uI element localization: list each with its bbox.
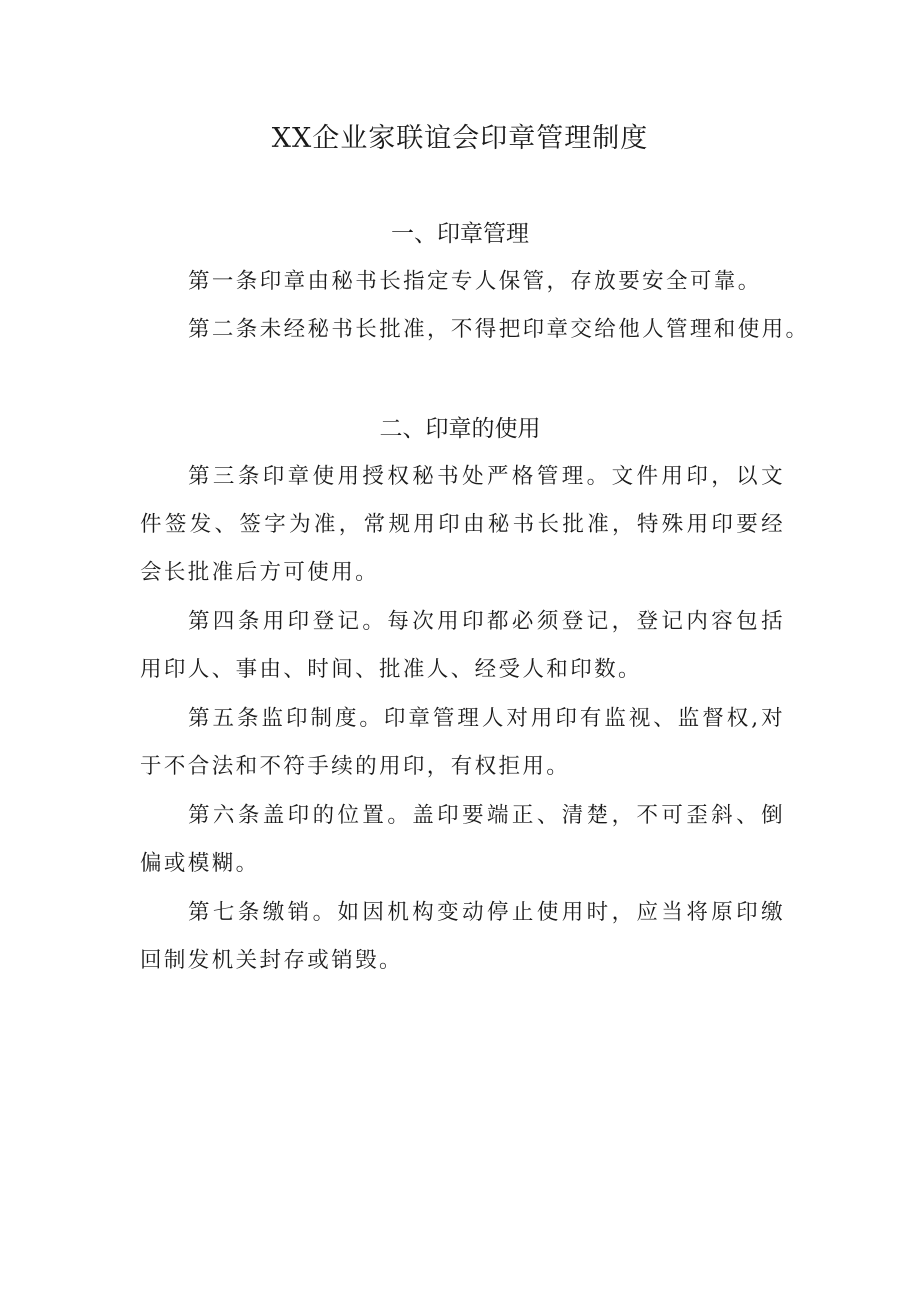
paragraph-article-3: 第三条印章使用授权秘书处严格管理。文件用印，以文件签发、签字为准，常规用印由秘书长批准，特殊用印要经会长批准后方可使用。 — [140, 464, 785, 585]
paragraph-article-1: 第一条印章由秘书长指定专人保管，存放要安全可靠。 — [188, 269, 762, 294]
paragraph-article-7: 第七条缴销。如因机构变动停止使用时，应当将原印缴回制发机关封存或销毁。 — [140, 900, 785, 973]
section-heading-seal-usage: 二、印章的使用 — [379, 416, 541, 442]
section-heading-seal-management: 一、印章管理 — [391, 221, 529, 247]
paragraph-article-4: 第四条用印登记。每次用印都必须登记，登记内容包括用印人、事由、时间、批准人、经受人和印数。 — [140, 609, 785, 682]
paragraph-article-6: 第六条盖印的位置。盖印要端正、清楚，不可歪斜、倒偏或模糊。 — [140, 803, 785, 876]
paragraph-article-2: 第二条未经秘书长批准，不得把印章交给他人管理和使用。 — [188, 317, 810, 342]
document-title: XX企业家联谊会印章管理制度 — [271, 123, 649, 154]
paragraph-article-5: 第五条监印制度。印章管理人对用印有监视、监督权,对于不合法和不符手续的用印，有权拒用。 — [140, 706, 785, 779]
